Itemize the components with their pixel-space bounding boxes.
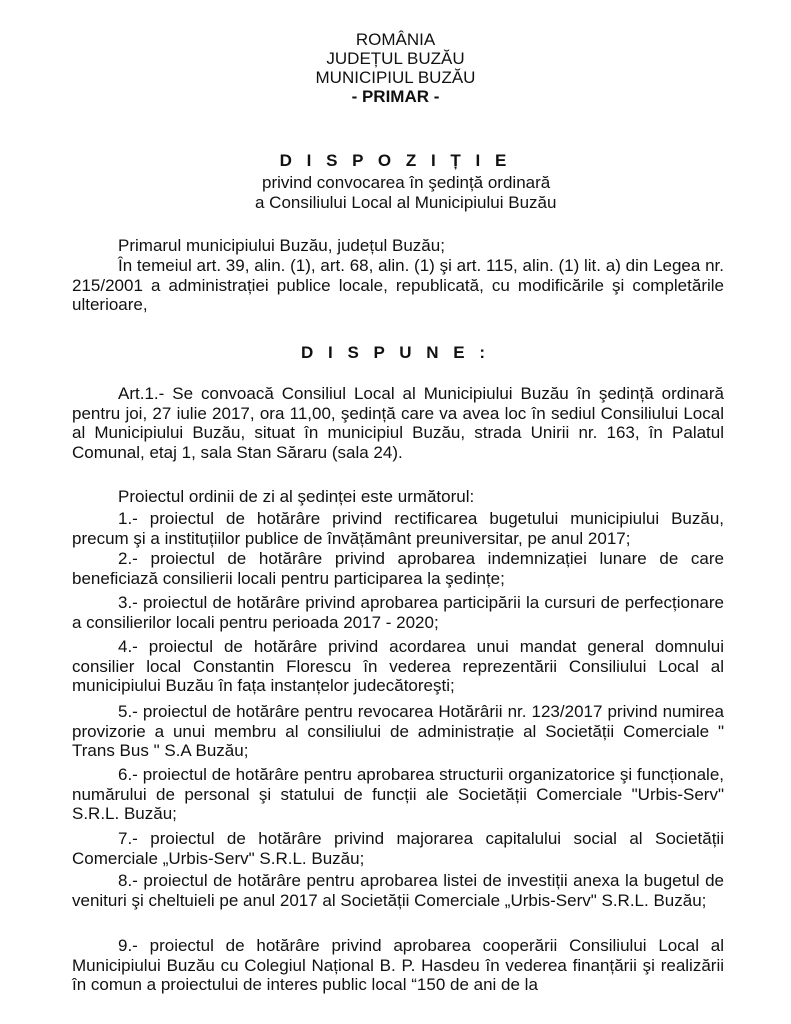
title-heading: D I S P O Z I Ț I E (279, 151, 512, 170)
document-title (0, 151, 791, 170)
preamble-mayor: Primarul municipiului Buzău, județul Buzău; (118, 236, 445, 255)
title-subtitle-2: a Consiliului Local al Municipiului Buzău (255, 193, 557, 212)
agenda-item-8: 8.- proiectul de hotărâre pentru aprobarea listei de investiții anexa la bugetul de venituri şi cheltuieli pe anul 2017 al Societății Comerciale „Urbis-Serv" S.R.L. Buzău; (72, 871, 724, 910)
agenda-item-2: 2.- proiectul de hotărâre privind aprobarea indemnizației lunare de care beneficiază consilierii locali pentru participarea la şedințe; (72, 549, 724, 588)
preamble-legal-basis: În temeiul art. 39, alin. (1), art. 68, alin. (1) şi art. 115, alin. (1) lit. a) din Legea nr. 215/2001 a administrației publice locale, republicată, cu modificările şi completările ulterioare, (72, 256, 724, 315)
agenda-item-5: 5.- proiectul de hotărâre pentru revocarea Hotărârii nr. 123/2017 privind numirea provizorie a unui membru al consiliului de administrație al Societății Comerciale " Trans Bus " S.A Buzău; (72, 702, 724, 761)
header-municipality: MUNICIPIUL BUZĂU (315, 68, 476, 87)
agenda-item-3: 3.- proiectul de hotărâre privind aprobarea participării la cursuri de perfecționare a consilierilor locali pentru perioada 2017 - 2020; (72, 593, 724, 632)
header-county: JUDEȚUL BUZĂU (326, 49, 465, 68)
header-office: - PRIMAR - (351, 87, 440, 106)
dispune-heading: D I S P U N E : (301, 343, 490, 362)
agenda-item-6: 6.- proiectul de hotărâre pentru aprobarea structurii organizatorice şi funcționale, numărului de personal şi statului de funcții ale Societății Comerciale "Urbis-Serv" S.R.L. Buzău; (72, 765, 724, 824)
document-header (0, 30, 791, 106)
agenda-item-9: 9.- proiectul de hotărâre privind aprobarea cooperării Consiliului Local al Municipiului Buzău cu Colegiul Național B. P. Hasdeu în vederea finanțării şi realizării în comun a proiectului de interes public local “150 de ani de la (72, 936, 724, 995)
agenda-item-7: 7.- proiectul de hotărâre privind majorarea capitalului social al Societății Comerciale „Urbis-Serv" S.R.L. Buzău; (72, 829, 724, 868)
agenda-item-1: 1.- proiectul de hotărâre privind rectificarea bugetului municipiului Buzău, precum şi a instituțiilor publice de învățământ preuniversitar, pe anul 2017; (72, 509, 724, 548)
agenda-item-4: 4.- proiectul de hotărâre privind acordarea unui mandat general domnului consilier local Constantin Florescu în vederea reprezentării Consiliului Local al municipiului Buzău în fața instanțelor judecătoreşti; (72, 637, 724, 696)
agenda-intro: Proiectul ordinii de zi al şedinței este următorul: (118, 487, 475, 506)
title-subtitle-1: privind convocarea în şedință ordinară (262, 173, 551, 192)
article-1: Art.1.- Se convoacă Consiliul Local al Municipiului Buzău în şedință ordinară pentru joi, 27 iulie 2017, ora 11,00, şedință care va avea loc în sediul Consiliului Local al Municipiului Buzău, situat în municipiul Buzău, strada Unirii nr. 163, în Palatul Comunal, etaj 1, sala Stan Săraru (sala 24). (72, 384, 724, 463)
header-country: ROMÂNIA (355, 30, 436, 49)
